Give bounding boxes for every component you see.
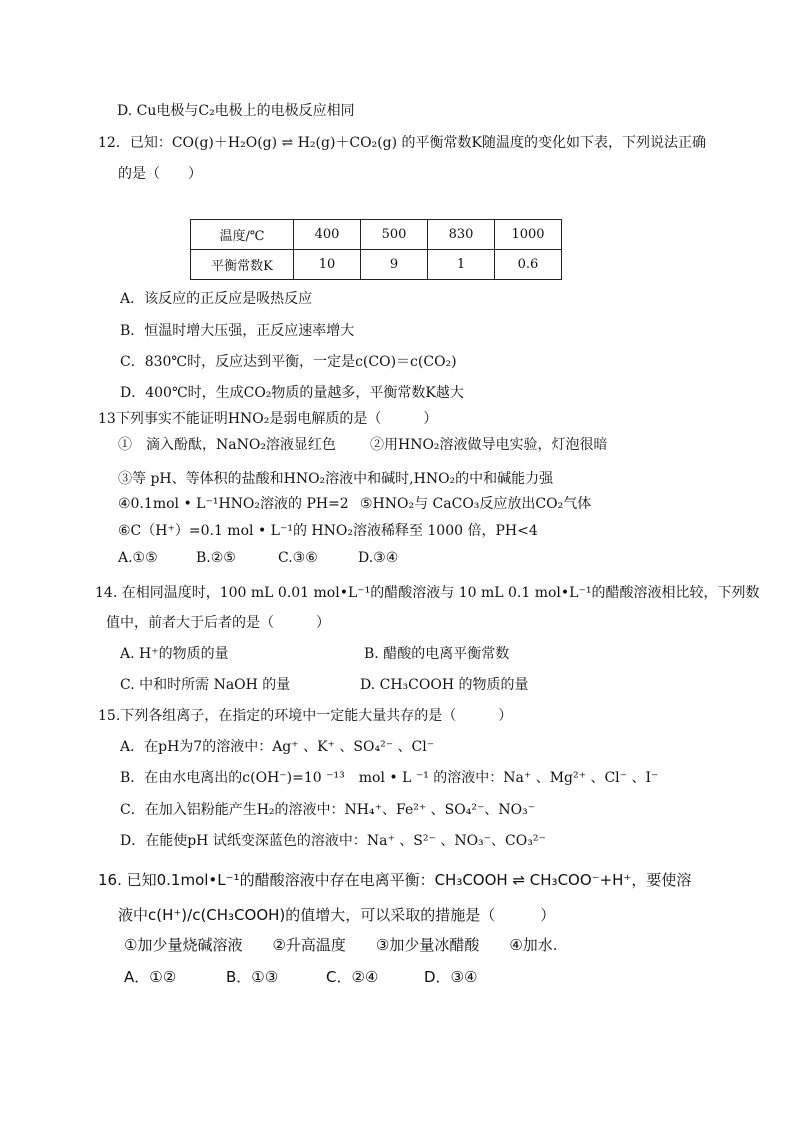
q14-stem: 14. 在相同温度时，100 mL 0.01 mol•L⁻¹的醋酸溶液与 10 mL 0.1 mol•L⁻¹的醋酸溶液相比较，下列数	[95, 585, 760, 601]
q15-stem: 15.下列各组离子，在指定的环境中一定能大量共存的是（ ）	[98, 708, 513, 724]
q13-item-6: ⑥C（H⁺）=0.1 mol • L⁻¹的 HNO₂溶液稀释至 1000 倍，PH<4	[118, 523, 538, 539]
table-cell: 830	[428, 220, 495, 250]
table-cell: 400	[294, 220, 361, 250]
q16-stem: 16. 已知0.1mol•L⁻¹的醋酸溶液中存在电离平衡：CH₃COOH ⇌ CH₃COO⁻+H⁺，要使溶	[98, 871, 692, 889]
table-cell: 10	[294, 250, 361, 280]
table-cell: 1000	[495, 220, 562, 250]
table-cell: 500	[361, 220, 428, 250]
table-cell: 0.6	[495, 250, 562, 280]
equilibrium-constant-table	[190, 219, 562, 280]
q16-option-a: A．①②	[124, 968, 177, 986]
q13-stem: 13下列事实不能证明HNO₂是弱电解质的是（ ）	[98, 411, 438, 427]
q13-option-b: B.②⑤	[196, 550, 236, 566]
q16-measures: ①加少量烧碱溶液 ②升高温度 ③加少量冰醋酸 ④加水.	[124, 936, 558, 954]
q12-option-b: B．恒温时增大压强，正反应速率增大	[120, 323, 355, 339]
q11-option-d: D. Cu电极与C₂电极上的电极反应相同	[117, 103, 355, 119]
q12-option-d: D．400℃时，生成CO₂物质的量越多，平衡常数K越大	[120, 385, 464, 401]
table-cell: 9	[361, 250, 428, 280]
q12-stem: 12．已知：CO(g)＋H₂O(g) ⇌ H₂(g)＋CO₂(g) 的平衡常数K随温度的变化如下表，下列说法正确	[98, 135, 707, 151]
q12-option-a: A．该反应的正反应是吸热反应	[120, 291, 313, 307]
q13-option-c: C.③⑥	[278, 550, 318, 566]
q15-option-d: D．在能使pH 试纸变深蓝色的溶液中：Na⁺ 、S²⁻ 、NO₃⁻、CO₃²⁻	[120, 833, 546, 849]
q16-stem-cont: 液中c(H⁺)/c(CH₃COOH)的值增大，可以采取的措施是（ ）	[118, 906, 556, 924]
q13-item-2: ②用HNO₂溶液做导电实验，灯泡很暗	[370, 437, 608, 453]
table-row	[191, 250, 562, 280]
q13-item-3: ③等 pH、等体积的盐酸和HNO₂溶液中和碱时,HNO₂的中和碱能力强	[118, 471, 554, 487]
table-row	[191, 220, 562, 250]
q12-option-c: C．830℃时，反应达到平衡，一定是c(CO)＝c(CO₂)	[120, 354, 457, 370]
q15-option-c: C．在加入铝粉能产生H₂的溶液中：NH₄⁺、Fe²⁺ 、SO₄²⁻、NO₃⁻	[120, 802, 536, 818]
q16-option-c: C．②④	[326, 968, 379, 986]
q13-item-4: ④0.1mol • L⁻¹HNO₂溶液的 PH=2	[118, 496, 349, 512]
q13-item-1: ① 滴入酚酞，NaNO₂溶液显红色	[118, 437, 336, 453]
q15-option-a: A．在pH为7的溶液中：Ag⁺ 、K⁺ 、SO₄²⁻ 、Cl⁻	[120, 739, 435, 755]
q12-stem-cont: 的是（ ）	[118, 166, 202, 182]
q13-option-d: D.③④	[358, 550, 399, 566]
table-header-constant: 平衡常数K	[191, 250, 294, 280]
table-header-temperature: 温度/℃	[191, 220, 294, 250]
q14-option-d: D. CH₃COOH 的物质的量	[360, 677, 529, 693]
q14-stem-cont: 值中，前者大于后者的是（ ）	[106, 615, 330, 631]
q16-option-d: D．③④	[424, 968, 478, 986]
q16-option-b: B．①③	[226, 968, 279, 986]
q15-option-b: B．在由水电离出的c(OH⁻)=10 ⁻¹³ mol • L ⁻¹ 的溶液中：Na⁺ 、Mg²⁺ 、Cl⁻ 、I⁻	[120, 770, 659, 786]
table-cell: 1	[428, 250, 495, 280]
q14-option-a: A. H⁺的物质的量	[120, 646, 229, 662]
q13-option-a: A.①⑤	[118, 550, 158, 566]
q14-option-c: C. 中和时所需 NaOH 的量	[120, 677, 291, 693]
q14-option-b: B. 醋酸的电离平衡常数	[364, 646, 510, 662]
q13-item-5: ⑤HNO₂与 CaCO₃反应放出CO₂气体	[360, 496, 592, 512]
